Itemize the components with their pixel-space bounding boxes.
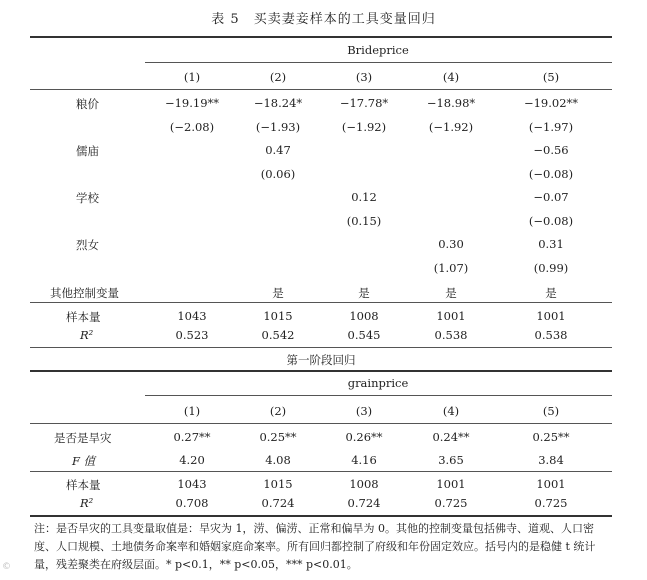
table-cell: 4.08 <box>265 453 291 467</box>
table-cell: 是 <box>272 286 284 300</box>
table-cell: (−0.08) <box>528 214 574 228</box>
table-note: 注：是否旱灾的工具变量取值是：旱灾为 1，涝、偏涝、正常和偏旱为 0。其他的控制变量包括佛寺、道观、人口密度、人口规模、土地债务命案率和婚姻家庭命案率。所有回归都控制了府级和年份固定效应。括号内的是稳健 t 统计量，残差聚类在府级层面。* p<0.1，** p<0.05，*** p<0.01。 <box>34 522 596 571</box>
top-rule <box>30 36 612 38</box>
table-cell: 0.538 <box>534 328 568 342</box>
row-label: 儒庙 <box>76 144 99 158</box>
table-cell: (−1.92) <box>428 120 474 134</box>
row-label: R² <box>80 328 94 342</box>
table-cell: (−1.92) <box>341 120 387 134</box>
table-cell: 0.538 <box>434 328 468 342</box>
table-cell: 0.724 <box>347 496 381 510</box>
table-cell: (0.15) <box>346 214 382 228</box>
rule <box>145 62 612 63</box>
col-header: (1) <box>183 404 201 418</box>
table-cell: 1008 <box>349 477 379 491</box>
table-cell: 1043 <box>177 309 207 323</box>
row-label: R² <box>80 496 94 510</box>
table-cell: 0.25** <box>259 430 297 444</box>
table-cell: 0.12 <box>351 190 377 204</box>
table-cell: 0.542 <box>261 328 295 342</box>
row-label: 粮价 <box>76 97 99 111</box>
table-cell: 0.724 <box>261 496 295 510</box>
table-cell: 1043 <box>177 477 207 491</box>
row-label: 样本量 <box>66 478 101 492</box>
table-cell: 3.65 <box>438 453 464 467</box>
table-title: 表 5 买卖妻妾样本的工具变量回归 <box>211 12 436 27</box>
row-label: 是否是旱灾 <box>54 431 112 445</box>
row-label: 其他控制变量 <box>50 286 119 300</box>
table-cell: −0.56 <box>533 143 569 157</box>
table-cell: 0.31 <box>538 237 564 251</box>
table-cell: 1008 <box>349 309 379 323</box>
table-cell: −18.24* <box>253 96 303 110</box>
table-cell: 0.27** <box>173 430 211 444</box>
table-cell: 1001 <box>536 477 566 491</box>
panel-b-section-title: 第一阶段回归 <box>286 353 356 367</box>
watermark-icon: © <box>2 562 11 572</box>
row-label: 烈女 <box>76 238 99 252</box>
table-cell: 0.725 <box>534 496 568 510</box>
table-cell: 1001 <box>536 309 566 323</box>
table-cell: −18.98* <box>426 96 476 110</box>
col-header: (4) <box>442 70 460 84</box>
row-label: 样本量 <box>66 310 101 324</box>
table-cell: 0.30 <box>438 237 464 251</box>
table-cell: 0.545 <box>347 328 381 342</box>
rule <box>30 370 612 372</box>
col-header: (1) <box>183 70 201 84</box>
table-cell: −17.78* <box>339 96 389 110</box>
table-cell: 1015 <box>263 309 293 323</box>
panel-b-header: grainprice <box>347 376 409 390</box>
table-cell: 1001 <box>436 309 466 323</box>
table-cell: −0.07 <box>533 190 569 204</box>
col-header: (3) <box>355 404 373 418</box>
rule <box>145 395 612 396</box>
table-cell: 0.523 <box>175 328 209 342</box>
table-cell: (−2.08) <box>169 120 215 134</box>
table-cell: 1001 <box>436 477 466 491</box>
col-header: (5) <box>542 404 560 418</box>
rule <box>30 471 612 472</box>
table-cell: 0.47 <box>265 143 291 157</box>
col-header: (5) <box>542 70 560 84</box>
table-cell: 0.25** <box>532 430 570 444</box>
table-cell: −19.02** <box>523 96 579 110</box>
table-cell: 0.725 <box>434 496 468 510</box>
row-label: 学校 <box>76 191 99 205</box>
table-cell: (−1.93) <box>255 120 301 134</box>
table-cell: 0.26** <box>345 430 383 444</box>
col-header: (3) <box>355 70 373 84</box>
table-cell: −19.19** <box>164 96 220 110</box>
table-cell: 1015 <box>263 477 293 491</box>
table-cell: 0.708 <box>175 496 209 510</box>
bottom-rule <box>30 515 612 517</box>
table-cell: (0.06) <box>260 167 296 181</box>
rule <box>30 423 612 424</box>
table-cell: (−0.08) <box>528 167 574 181</box>
table-cell: (1.07) <box>433 261 469 275</box>
col-header: (2) <box>269 70 287 84</box>
col-header: (2) <box>269 404 287 418</box>
col-header: (4) <box>442 404 460 418</box>
rule <box>30 302 612 303</box>
table-cell: 是 <box>445 286 457 300</box>
table-cell: (0.99) <box>533 261 569 275</box>
panel-a-header: Brideprice <box>347 43 409 57</box>
table-cell: 0.24** <box>432 430 470 444</box>
table-cell: (−1.97) <box>528 120 574 134</box>
table-cell: 是 <box>358 286 370 300</box>
table-cell: 4.20 <box>179 453 205 467</box>
rule <box>30 347 612 348</box>
table-cell: 3.84 <box>538 453 564 467</box>
rule <box>30 89 612 90</box>
table-cell: 是 <box>545 286 557 300</box>
table-cell: 4.16 <box>351 453 377 467</box>
row-label: F 值 <box>72 454 96 468</box>
